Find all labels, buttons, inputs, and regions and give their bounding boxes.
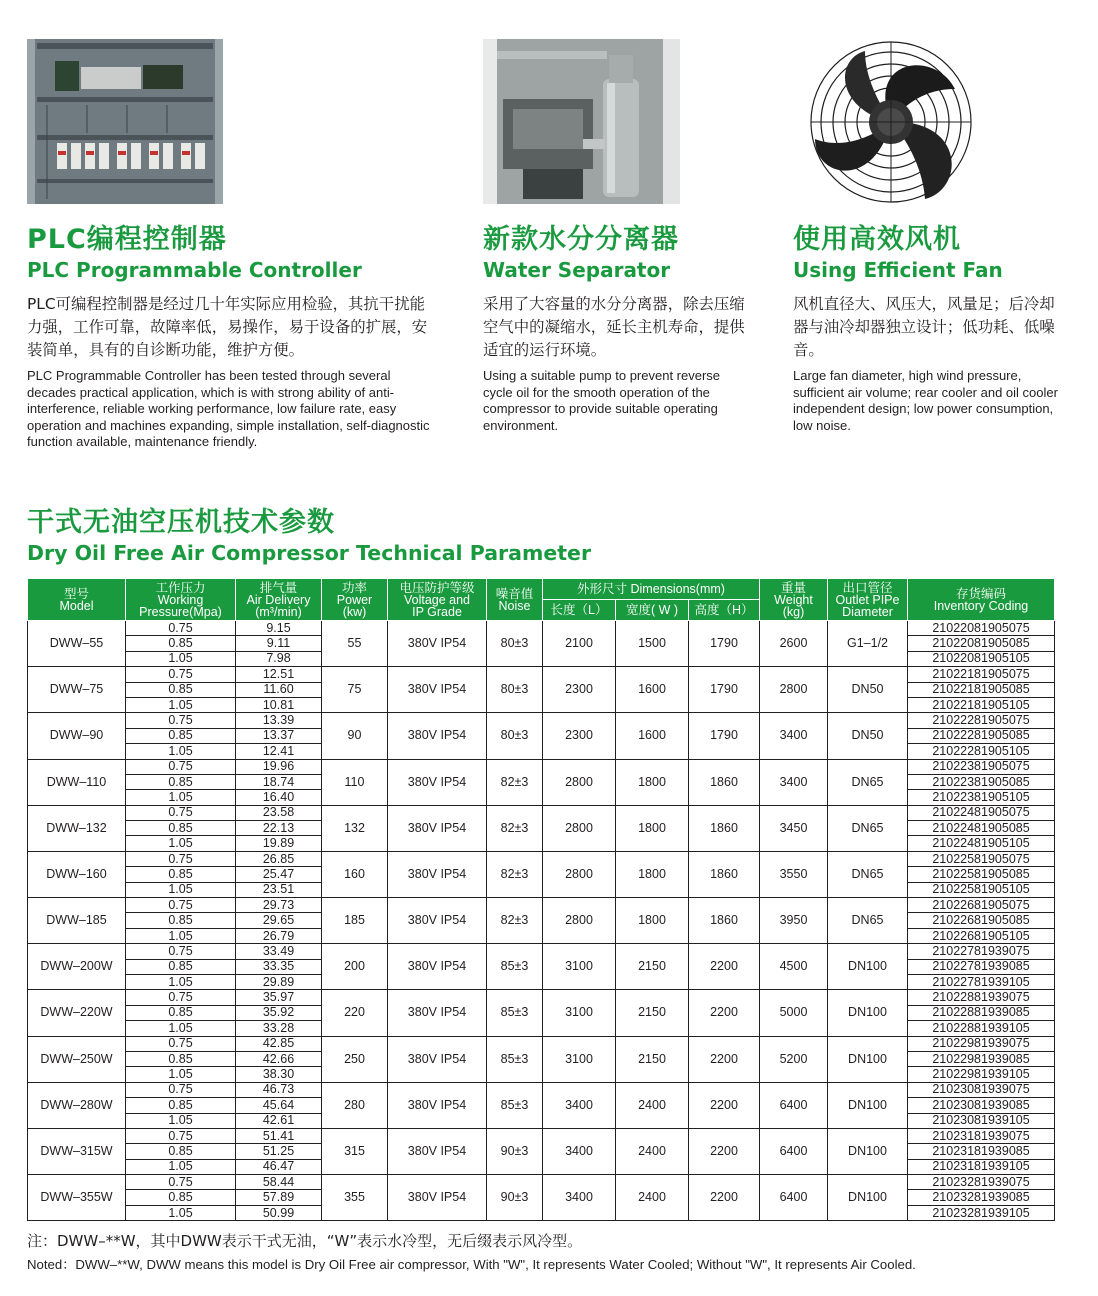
cell-pressure: 0.85 [126,682,236,697]
feature-desc-en: Using a suitable pump to prevent reverse cycle oil for the smooth operation of the compressor to provide suitable operating environment. [483,368,721,433]
cell-weight: 2800 [760,667,828,713]
cell-power: 220 [322,990,388,1036]
spec-table-body [28,621,1055,1221]
cell-noise: 85±3 [487,1082,543,1128]
cell-noise: 90±3 [487,1175,543,1221]
cell-outlet: DN65 [828,759,908,805]
cell-pressure: 0.75 [126,667,236,682]
cell-pressure: 0.85 [126,867,236,882]
cell-voltage: 380V IP54 [388,1175,487,1221]
cell-width: 1800 [616,759,689,805]
cell-voltage: 380V IP54 [388,944,487,990]
cell-delivery: 23.58 [236,805,322,820]
col-header-noise: 噪音值 Noise [487,579,543,621]
cell-coding: 21022481905075 [908,805,1055,820]
table-row [28,898,1055,913]
cell-pressure: 0.75 [126,621,236,636]
cell-delivery: 18.74 [236,774,322,789]
cell-weight: 5200 [760,1036,828,1082]
cell-coding: 21023181939075 [908,1128,1055,1143]
cell-height: 2200 [689,1175,760,1221]
cell-delivery: 29.65 [236,913,322,928]
cell-height: 1790 [689,621,760,667]
cell-width: 2400 [616,1175,689,1221]
cell-delivery: 50.99 [236,1205,322,1220]
cell-model: DWW–160 [28,851,126,897]
cell-width: 1800 [616,805,689,851]
table-row [28,713,1055,728]
cell-height: 2200 [689,1036,760,1082]
cell-outlet: DN50 [828,667,908,713]
cell-delivery: 33.49 [236,944,322,959]
cell-noise: 82±3 [487,759,543,805]
cell-length: 2300 [543,713,616,759]
cell-height: 2200 [689,990,760,1036]
cell-delivery: 12.51 [236,667,322,682]
cell-pressure: 0.85 [126,1051,236,1066]
cell-power: 132 [322,805,388,851]
table-row [28,1128,1055,1143]
cell-power: 75 [322,667,388,713]
cell-delivery: 46.73 [236,1082,322,1097]
cell-power: 250 [322,1036,388,1082]
cell-length: 2100 [543,621,616,667]
note-cn: 注：DWW–**W，其中DWW表示干式无油，“W”表示水冷型，无后缀表示风冷型。 [27,1232,583,1250]
cell-noise: 80±3 [487,667,543,713]
cell-outlet: DN100 [828,1175,908,1221]
cell-delivery: 51.41 [236,1128,322,1143]
cell-coding: 21022481905105 [908,836,1055,851]
cell-length: 2800 [543,851,616,897]
cell-model: DWW–185 [28,898,126,944]
cell-noise: 80±3 [487,621,543,667]
cell-pressure: 1.05 [126,882,236,897]
cell-delivery: 35.92 [236,1005,322,1020]
cell-height: 1790 [689,667,760,713]
cell-weight: 4500 [760,944,828,990]
cell-weight: 6400 [760,1128,828,1174]
table-row [28,1036,1055,1051]
cell-power: 185 [322,898,388,944]
cell-power: 55 [322,621,388,667]
cell-model: DWW–200W [28,944,126,990]
cell-height: 2200 [689,1128,760,1174]
cell-coding: 21022681905085 [908,913,1055,928]
cell-coding: 21023081939105 [908,1113,1055,1128]
col-header-model: 型号 Model [28,579,126,621]
cell-pressure: 0.75 [126,713,236,728]
cell-pressure: 0.85 [126,913,236,928]
col-header-width: 宽度( W ) [616,600,689,621]
cell-model: DWW–220W [28,990,126,1036]
cell-outlet: DN65 [828,898,908,944]
cell-weight: 3400 [760,713,828,759]
cell-coding: 21022981939105 [908,1067,1055,1082]
cell-coding: 21022381905085 [908,774,1055,789]
cell-delivery: 42.61 [236,1113,322,1128]
cell-model: DWW–132 [28,805,126,851]
cell-voltage: 380V IP54 [388,805,487,851]
cell-delivery: 29.89 [236,974,322,989]
feature-title-cn: PLC编程控制器 [27,224,227,255]
cell-delivery: 23.51 [236,882,322,897]
cell-pressure: 0.85 [126,728,236,743]
cell-coding: 21022281905085 [908,728,1055,743]
feature-title-en: Water Separator [483,258,671,282]
cell-length: 2800 [543,759,616,805]
cell-delivery: 42.85 [236,1036,322,1051]
cell-pressure: 1.05 [126,744,236,759]
cell-delivery: 9.15 [236,621,322,636]
cell-coding: 21022881939105 [908,1021,1055,1036]
cell-pressure: 0.85 [126,821,236,836]
table-row [28,667,1055,682]
cell-coding: 21023081939085 [908,1098,1055,1113]
cell-width: 1500 [616,621,689,667]
cell-delivery: 26.85 [236,851,322,866]
cell-width: 2400 [616,1082,689,1128]
cell-pressure: 1.05 [126,836,236,851]
cell-power: 110 [322,759,388,805]
cell-power: 90 [322,713,388,759]
cell-coding: 21022881939075 [908,990,1055,1005]
cell-pressure: 0.85 [126,959,236,974]
cell-outlet: DN100 [828,1036,908,1082]
cell-pressure: 0.75 [126,990,236,1005]
feature-title-en: Using Efficient Fan [793,258,1003,282]
cell-coding: 21022181905105 [908,697,1055,712]
cell-voltage: 380V IP54 [388,621,487,667]
col-header-delivery: 排气量 Air Delivery (m³/min) [236,579,322,621]
cell-weight: 2600 [760,621,828,667]
cell-height: 1860 [689,898,760,944]
cell-height: 2200 [689,1082,760,1128]
cell-coding: 21022181905085 [908,682,1055,697]
cell-weight: 3400 [760,759,828,805]
feature-desc-cn: 采用了大容量的水分分离器，除去压缩空气中的凝缩水，延长主机寿命，提供适宜的运行环境。 [483,295,745,359]
cell-width: 1600 [616,667,689,713]
cell-coding: 21022581905085 [908,867,1055,882]
cell-outlet: DN50 [828,713,908,759]
cell-coding: 21022081905105 [908,651,1055,666]
cell-width: 2150 [616,990,689,1036]
col-header-outlet: 出口管径 Outlet PIPe Diameter [828,579,908,621]
cell-coding: 21022581905105 [908,882,1055,897]
cell-coding: 21022281905105 [908,744,1055,759]
cell-pressure: 0.75 [126,898,236,913]
cell-coding: 21023281939105 [908,1205,1055,1220]
cell-coding: 21022181905075 [908,667,1055,682]
cell-pressure: 0.75 [126,944,236,959]
table-row [28,851,1055,866]
cell-voltage: 380V IP54 [388,898,487,944]
plc-controller-photo [27,39,223,204]
cell-outlet: DN100 [828,944,908,990]
cell-voltage: 380V IP54 [388,713,487,759]
cell-length: 3100 [543,1036,616,1082]
cell-delivery: 45.64 [236,1098,322,1113]
table-row [28,759,1055,774]
cell-pressure: 0.85 [126,1144,236,1159]
cell-height: 2200 [689,944,760,990]
cell-weight: 3450 [760,805,828,851]
cell-voltage: 380V IP54 [388,1082,487,1128]
cell-coding: 21023181939085 [908,1144,1055,1159]
cell-coding: 21022581905075 [908,851,1055,866]
cell-pressure: 1.05 [126,1021,236,1036]
cell-delivery: 7.98 [236,651,322,666]
cell-delivery: 10.81 [236,697,322,712]
efficient-fan-photo [795,39,987,204]
cell-length: 2800 [543,805,616,851]
feature-desc-cn: PLC可编程控制器是经过几十年实际应用检验，其抗干扰能力强，工作可靠，故障率低，易操作，易于设备的扩展，安装简单，具有的自诊断功能，维护方便。 [27,295,428,359]
cell-pressure: 1.05 [126,790,236,805]
feature-desc-cn: 风机直径大、风压大，风量足；后冷却器与油冷却器独立设计；低功耗、低噪音。 [793,295,1055,359]
feature-title-cn: 使用高效风机 [793,224,961,255]
col-header-voltage: 电压防护等级 Voltage and IP Grade [388,579,487,621]
cell-pressure: 1.05 [126,1113,236,1128]
cell-delivery: 16.40 [236,790,322,805]
cell-coding: 21022681905075 [908,898,1055,913]
cell-length: 2300 [543,667,616,713]
cell-coding: 21023281939075 [908,1175,1055,1190]
cell-noise: 85±3 [487,1036,543,1082]
cell-delivery: 58.44 [236,1175,322,1190]
cell-delivery: 33.28 [236,1021,322,1036]
cell-model: DWW–355W [28,1175,126,1221]
cell-coding: 21022081905085 [908,636,1055,651]
cell-width: 1800 [616,898,689,944]
cell-coding: 21022781939085 [908,959,1055,974]
water-separator-photo [483,39,680,204]
cell-coding: 21022981939085 [908,1051,1055,1066]
cell-noise: 80±3 [487,713,543,759]
cell-pressure: 1.05 [126,974,236,989]
cell-length: 3100 [543,944,616,990]
cell-pressure: 0.85 [126,774,236,789]
cell-coding: 21022781939075 [908,944,1055,959]
cell-width: 2150 [616,944,689,990]
cell-model: DWW–280W [28,1082,126,1128]
cell-pressure: 1.05 [126,651,236,666]
cell-weight: 3550 [760,851,828,897]
cell-outlet: DN100 [828,990,908,1036]
cell-delivery: 22.13 [236,821,322,836]
feature-plc [27,224,439,451]
cell-voltage: 380V IP54 [388,667,487,713]
feature-desc-en: PLC Programmable Controller has been tested through several decades practical application, which is with strong ability of anti-interference, reliable working performance, low failure rate, easy operation and machines expanding, simple installation, self-diagnostic function available, maintenance friendly. [27,368,430,450]
col-header-height: 高度（H） [689,600,760,621]
cell-width: 1800 [616,851,689,897]
col-header-weight: 重量 Weight (kg) [760,579,828,621]
cell-pressure: 1.05 [126,697,236,712]
cell-outlet: G1–1/2 [828,621,908,667]
table-row [28,805,1055,820]
cell-pressure: 1.05 [126,1067,236,1082]
col-header-pressure: 工作压力 Working Pressure(Mpa) [126,579,236,621]
feature-water-separator [483,224,749,434]
table-row [28,1082,1055,1097]
cell-model: DWW–110 [28,759,126,805]
feature-title-en: PLC Programmable Controller [27,258,362,282]
cell-length: 3400 [543,1128,616,1174]
cell-coding: 21022781939105 [908,974,1055,989]
cell-delivery: 13.37 [236,728,322,743]
cell-pressure: 0.85 [126,1098,236,1113]
cell-outlet: DN100 [828,1082,908,1128]
col-header-length: 长度（L） [543,600,616,621]
cell-height: 1790 [689,713,760,759]
cell-pressure: 1.05 [126,1205,236,1220]
cell-voltage: 380V IP54 [388,851,487,897]
cell-length: 3400 [543,1082,616,1128]
cell-delivery: 51.25 [236,1144,322,1159]
cell-power: 280 [322,1082,388,1128]
cell-model: DWW–55 [28,621,126,667]
cell-pressure: 0.75 [126,1128,236,1143]
feature-title-cn: 新款水分分离器 [483,224,679,255]
cell-coding: 21022881939085 [908,1005,1055,1020]
cell-pressure: 0.75 [126,1082,236,1097]
cell-power: 160 [322,851,388,897]
cell-height: 1860 [689,851,760,897]
col-header-power: 功率 Power (kw) [322,579,388,621]
cell-noise: 82±3 [487,805,543,851]
cell-power: 200 [322,944,388,990]
cell-noise: 85±3 [487,990,543,1036]
cell-power: 355 [322,1175,388,1221]
spec-table [27,578,1055,1221]
cell-pressure: 0.85 [126,1190,236,1205]
cell-delivery: 11.60 [236,682,322,697]
cell-delivery: 26.79 [236,928,322,943]
cell-pressure: 0.75 [126,759,236,774]
cell-outlet: DN65 [828,851,908,897]
cell-coding: 21022981939075 [908,1036,1055,1051]
cell-delivery: 46.47 [236,1159,322,1174]
cell-weight: 6400 [760,1175,828,1221]
cell-voltage: 380V IP54 [388,990,487,1036]
cell-length: 3400 [543,1175,616,1221]
cell-length: 3100 [543,990,616,1036]
cell-coding: 21022381905075 [908,759,1055,774]
cell-coding: 21022481905085 [908,821,1055,836]
cell-delivery: 33.35 [236,959,322,974]
cell-pressure: 0.85 [126,1005,236,1020]
table-row [28,944,1055,959]
cell-pressure: 1.05 [126,1159,236,1174]
cell-delivery: 9.11 [236,636,322,651]
cell-height: 1860 [689,805,760,851]
cell-delivery: 25.47 [236,867,322,882]
cell-coding: 21022081905075 [908,621,1055,636]
cell-coding: 21022681905105 [908,928,1055,943]
cell-coding: 21023081939075 [908,1082,1055,1097]
cell-delivery: 35.97 [236,990,322,1005]
cell-length: 2800 [543,898,616,944]
cell-width: 2400 [616,1128,689,1174]
section-title-en: Dry Oil Free Air Compressor Technical Parameter [27,541,592,565]
cell-noise: 85±3 [487,944,543,990]
cell-voltage: 380V IP54 [388,1128,487,1174]
cell-model: DWW–315W [28,1128,126,1174]
section-title-cn: 干式无油空压机技术参数 [27,507,335,538]
cell-noise: 82±3 [487,898,543,944]
cell-delivery: 57.89 [236,1190,322,1205]
cell-model: DWW–90 [28,713,126,759]
col-header-dimensions: 外形尺寸 Dimensions(mm) [543,579,760,600]
cell-power: 315 [322,1128,388,1174]
cell-delivery: 29.73 [236,898,322,913]
cell-pressure: 0.75 [126,1175,236,1190]
cell-voltage: 380V IP54 [388,759,487,805]
cell-delivery: 19.89 [236,836,322,851]
table-row [28,1175,1055,1190]
cell-coding: 21023281939085 [908,1190,1055,1205]
cell-pressure: 0.85 [126,636,236,651]
cell-voltage: 380V IP54 [388,1036,487,1082]
cell-outlet: DN100 [828,1128,908,1174]
cell-width: 1600 [616,713,689,759]
cell-coding: 21022381905105 [908,790,1055,805]
cell-weight: 5000 [760,990,828,1036]
table-row [28,990,1055,1005]
table-row [28,621,1055,636]
cell-outlet: DN65 [828,805,908,851]
cell-noise: 90±3 [487,1128,543,1174]
cell-weight: 6400 [760,1082,828,1128]
cell-pressure: 0.75 [126,805,236,820]
feature-desc-en: Large fan diameter, high wind pressure, sufficient air volume; rear cooler and oil cooler independent design; low power consumption, low noise. [793,368,1058,433]
cell-pressure: 0.75 [126,1036,236,1051]
note-en: Noted：DWW–**W, DWW means this model is Dry Oil Free air compressor, With "W", It represents Water Cooled; Without "W", It represents Air Cooled. [27,1257,916,1272]
cell-delivery: 13.39 [236,713,322,728]
cell-delivery: 12.41 [236,744,322,759]
cell-weight: 3950 [760,898,828,944]
cell-coding: 21022281905075 [908,713,1055,728]
cell-coding: 21023181939105 [908,1159,1055,1174]
cell-noise: 82±3 [487,851,543,897]
col-header-coding: 存货编码 Inventory Coding [908,579,1055,621]
cell-width: 2150 [616,1036,689,1082]
cell-height: 1860 [689,759,760,805]
cell-model: DWW–75 [28,667,126,713]
cell-model: DWW–250W [28,1036,126,1082]
cell-pressure: 1.05 [126,928,236,943]
cell-delivery: 19.96 [236,759,322,774]
cell-pressure: 0.75 [126,851,236,866]
feature-efficient-fan [793,224,1061,434]
cell-delivery: 38.30 [236,1067,322,1082]
cell-delivery: 42.66 [236,1051,322,1066]
